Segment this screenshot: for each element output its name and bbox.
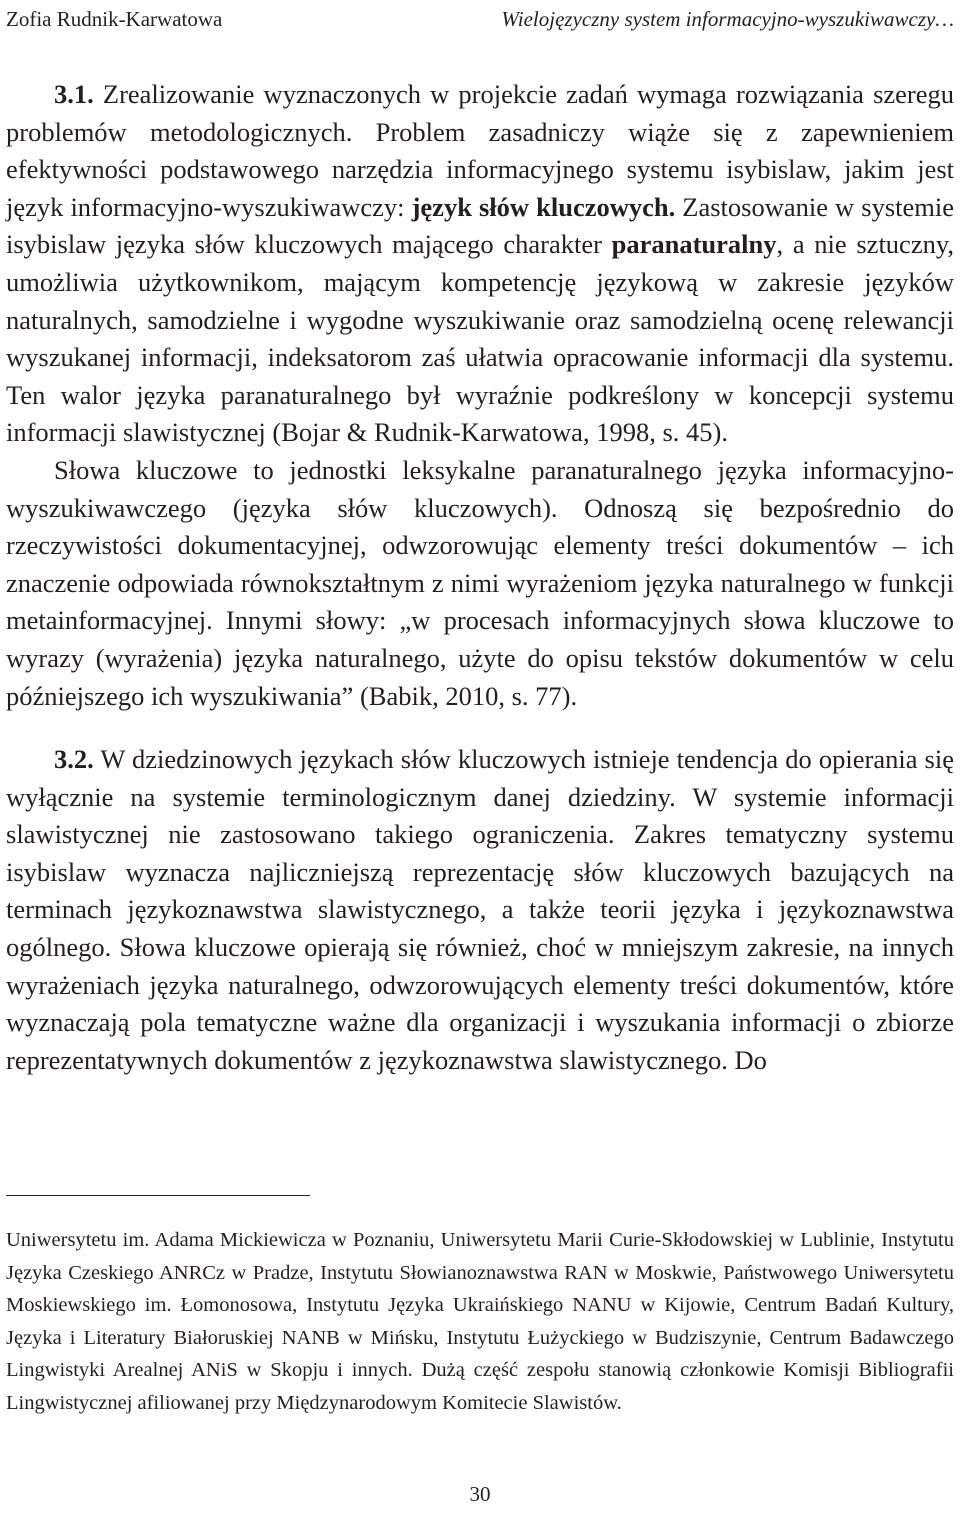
body-text	[6, 76, 954, 1079]
footnote-separator	[6, 1195, 310, 1196]
page-number: 30	[469, 1482, 491, 1506]
footnote: Uniwersytetu im. Adama Mickiewicza w Poznaniu, Uniwersytetu Marii Curie-Skłodowskiej w Lublinie, Instytutu Języka Czeskiego ANRCz w Pradze, Instytutu Słowianoznawstwa RAN w Moskwie, Państwowego Uniwersytetu Moskiewskiego im. Łomonosowa, Instytutu Języka Ukraińskiego NANU w Kijowie, Centrum Badań Kultury, Języka i Literatury Białoruskiej NANB w Mińsku, Instytutu Łużyckiego w Budziszynie, Centrum Badawczego Lingwistyki Arealnej ANiS w Skopju i innych. Dużą część zespołu stanowią członkowie Komisji Bibliografii Lingwistycznej afiliowanej przy Międzynarodowym Komitecie Slawistów.	[6, 1229, 954, 1414]
section-number-3-1: 3.1.	[54, 79, 94, 109]
keyword-paranaturalny: paranaturalny	[611, 229, 777, 260]
paragraph-3-1-text-c: , a nie sztuczny, umożliwia użytkownikom, mającym kompetencję językową w zakresie języków naturalnych, samodzielne i wygodne wyszukiwanie oraz samodzielną ocenę relewancji wyszukanej informacji, indeksatorom zaś ułatwia opracowanie informacji dla systemu. Ten walor języka paranaturalnego był wyraźnie podkreślony w koncepcji systemu informacji slawistycznej (Bojar & Rudnik-Karwatowa, 1998, s. 45).	[6, 229, 954, 448]
keyword-term: język słów kluczowych.	[411, 191, 676, 222]
section-number-3-2: 3.2.	[54, 744, 94, 775]
paragraph-3-2	[6, 741, 954, 1079]
running-header	[6, 4, 954, 34]
paragraph-3-1-text-a: Zrealizowanie wyznaczonych w projekcie zadań wymaga rozwiązania szeregu problemów metodologicznych. Problem zasadniczy wiąże się z zapewnieniem efektywności podstawowego narzędzia informacyjnego systemu isybislaw, jakim jest język informacyjno-wyszukiwawczy:	[6, 79, 954, 222]
paragraph-keywords-definition: Słowa kluczowe to jednostki leksykalne paranaturalnego języka informacyjno-wyszukiwawczego (języka słów kluczowych). Odnoszą się bezpośrednio do rzeczywistości dokumentacyjnej, odwzorowując elementy treści dokumentów – ich znaczenie odpowiada równokształtnym z nimi wyrażeniom języka naturalnego w funkcji metainformacyjnej. Innymi słowy: „w procesach informacyjnych słowa kluczowe to wyrazy (wyrażenia) języka naturalnego, użyte do opisu tekstów dokumentów w celu późniejszego ich wyszukiwania” (Babik, 2010, s. 77).	[6, 454, 954, 711]
paragraph-3-1	[6, 76, 954, 452]
header-author: Zofia Rudnik-Karwatowa	[6, 7, 223, 31]
paragraph-3-1-text-b: Zastosowanie w systemie isybislaw języka słów kluczowych mającego charakter	[6, 191, 954, 260]
paragraph-3-2-text: W dziedzinowych językach słów kluczowych istnieje tendencja do opierania się wyłącznie na systemie terminologicznym danej dziedziny. W systemie informacji slawistycznej nie zastosowano takiego ograniczenia. Zakres tematyczny systemu isybislaw wyznacza najliczniejszą reprezentację słów kluczowych bazujących na terminach językoznawstwa slawistycznego, a także teorii języka i językoznawstwa ogólnego. Słowa kluczowe opierają się również, choć w mniejszym zakresie, na innych wyrażeniach języka naturalnego, odwzorowujących elementy treści dokumentów, które wyznaczają pola tematyczne ważne dla organizacji i wyszukania informacji o zbiorze reprezentatywnych dokumentów z językoznawstwa slawistycznego. Do	[6, 744, 954, 1075]
header-title: Wielojęzyczny system informacyjno-wyszukiwawczy…	[501, 7, 954, 31]
